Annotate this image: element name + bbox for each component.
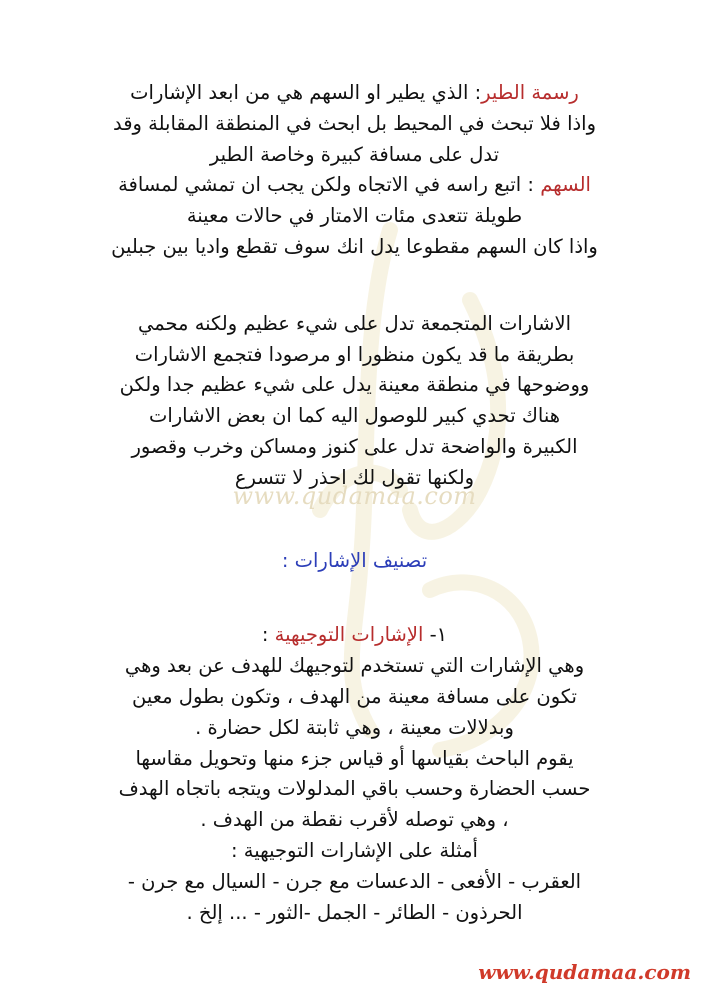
- bird-text: : الذي يطير او السهم هي من ابعد الإشارات: [130, 81, 482, 104]
- text-line: ولكنها تقول لك احذر لا تتسرع: [234, 465, 475, 489]
- directional-signs-title: الإشارات التوجيهية: [274, 623, 430, 647]
- document-body: [60, 78, 649, 928]
- text-line: تكون على مسافة معينة من الهدف ، وتكون بطول معين: [132, 684, 577, 708]
- text-line: تدل على مسافة كبيرة وخاصة الطير: [209, 142, 500, 166]
- footer-website-link[interactable]: www.qudamaa.com: [478, 960, 691, 984]
- arrow-heading: السهم: [540, 173, 591, 197]
- text-line: طويلة تتعدى مئات الامتار في حالات معينة: [186, 204, 523, 228]
- text-line: هناك تحدي كبير للوصول اليه كما ان بعض الاشارات: [148, 404, 561, 428]
- classification-title: تصنيف الإشارات :: [281, 548, 428, 572]
- text-line: واذا فلا تبحث في المحيط بل ابحث في المنطقة المقابلة وقد: [112, 111, 597, 135]
- section-number: ١-: [429, 623, 448, 647]
- directional-signs-heading: [60, 620, 649, 651]
- text-line: وبدلالات معينة ، وهي ثابتة لكل حضارة .: [195, 715, 514, 739]
- arrow-text: : اتبع راسه في الاتجاه ولكن يجب ان تمشي لمسافة: [118, 173, 541, 197]
- text-line: الاشارات المتجمعة تدل على شيء عظيم ولكنه محمي: [137, 311, 572, 335]
- text-line: أمثلة على الإشارات التوجيهية :: [231, 838, 478, 862]
- text-line: بطريقة ما قد يكون منظورا او مرصودا فتجمع الاشارات: [134, 342, 575, 366]
- text-line: الكبيرة والواضحة تدل على كنوز ومساكن وخرب وقصور: [131, 434, 578, 458]
- watermark-site-text: www.qudamaa.com: [232, 482, 477, 510]
- text-line: يقوم الباحث بقياسها أو قياس جزء منها وتحويل مقاسها: [135, 746, 574, 770]
- arrow-paragraph-line-1: [60, 170, 649, 201]
- text-line: حسب الحضارة وحسب باقي المدلولات ويتجه باتجاه الهدف: [118, 777, 591, 801]
- text-line: واذا كان السهم مقطوعا يدل انك سوف تقطع واديا بين جبلين: [111, 234, 598, 258]
- text-line: الحرذون - الطائر - الجمل -الثور - ... إلخ .: [186, 900, 523, 924]
- text-line: ، وهي توصله لأقرب نقطة من الهدف .: [200, 808, 509, 832]
- text-line: وهي الإشارات التي تستخدم لتوجيهك للهدف عن بعد وهي: [124, 654, 585, 678]
- heading-colon: :: [261, 623, 275, 647]
- text-line: ووضوحها في منطقة معينة يدل على شيء عظيم جدا ولكن: [119, 373, 590, 397]
- bird-paragraph-line-1: [60, 78, 649, 109]
- text-line: العقرب - الأفعى - الدعسات مع جرن - السيال مع جرن -: [127, 869, 582, 893]
- bird-heading: رسمة الطير: [481, 81, 579, 104]
